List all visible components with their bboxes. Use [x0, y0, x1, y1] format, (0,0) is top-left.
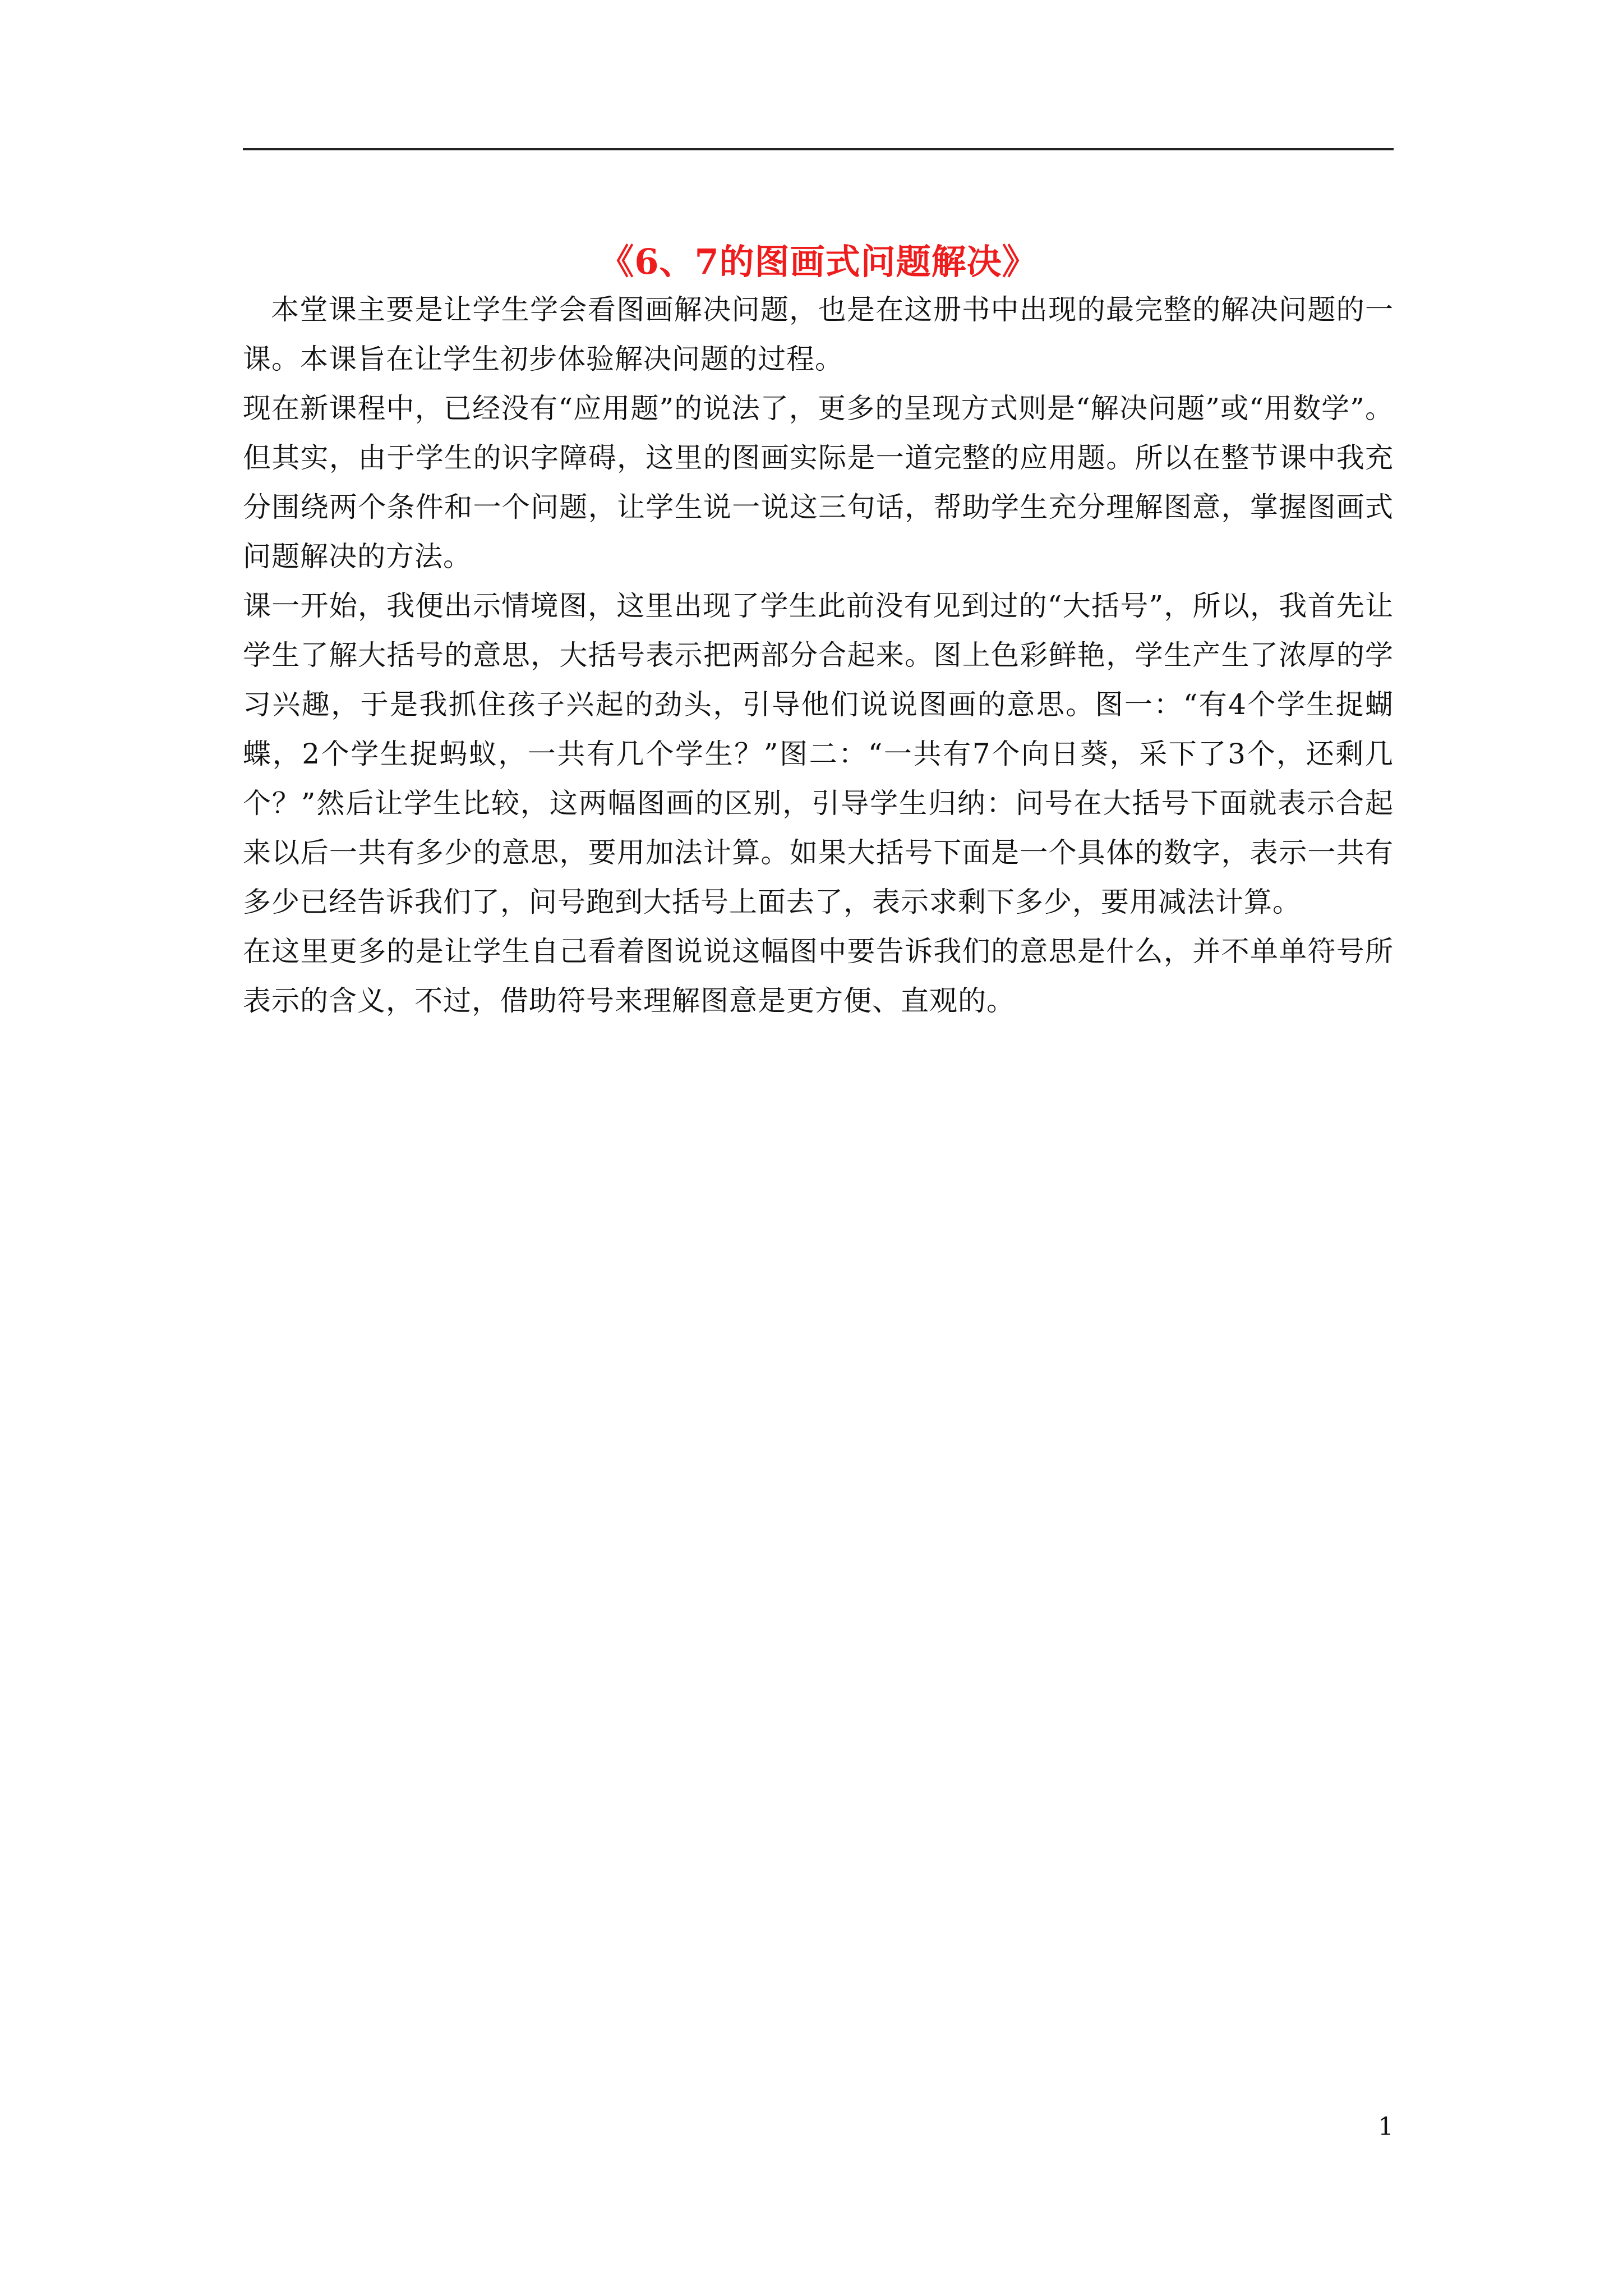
paragraph-reflection: 在这里更多的是让学生自己看着图说说这幅图中要告诉我们的意思是什么，并不单单符号所表示的含义，不过，借助符号来理解图意是更方便、直观的。: [243, 935, 1394, 1017]
document-body: [243, 285, 1394, 1025]
paragraph-intro: 本堂课主要是让学生学会看图画解决问题，也是在这册书中出现的最完整的解决问题的一课。本课旨在让学生初步体验解决问题的过程。: [243, 293, 1394, 375]
document-title: 《6、7的图画式问题解决》: [599, 241, 1038, 282]
paragraph-new-curriculum: 现在新课程中，已经没有“应用题”的说法了，更多的呈现方式则是“解决问题”或“用数学”。但其实，由于学生的识字障碍，这里的图画实际是一道完整的应用题。所以在整节课中我充分围绕两个条件和一个问题，让学生说一说这三句话，帮助学生充分理解图意，掌握图画式问题解决的方法。: [243, 392, 1394, 573]
page-number: 1: [1378, 2113, 1394, 2141]
header-rule: [243, 148, 1394, 150]
paragraph-lesson-process: 课一开始，我便出示情境图，这里出现了学生此前没有见到过的“大括号”，所以，我首先让学生了解大括号的意思，大括号表示把两部分合起来。图上色彩鲜艳，学生产生了浓厚的学习兴趣，于是我抓住孩子兴起的劲头，引导他们说说图画的意思。图一：“有4个学生捉蝴蝶，2个学生捉蚂蚁，一共有几个学生？”图二：“一共有7个向日葵，采下了3个，还剩几个？”然后让学生比较，这两幅图画的区别，引导学生归纳：问号在大括号下面就表示合起来以后一共有多少的意思，要用加法计算。如果大括号下面是一个具体的数字，表示一共有多少已经告诉我们了，问号跑到大括号上面去了，表示求剩下多少，要用减法计算。: [243, 590, 1394, 918]
